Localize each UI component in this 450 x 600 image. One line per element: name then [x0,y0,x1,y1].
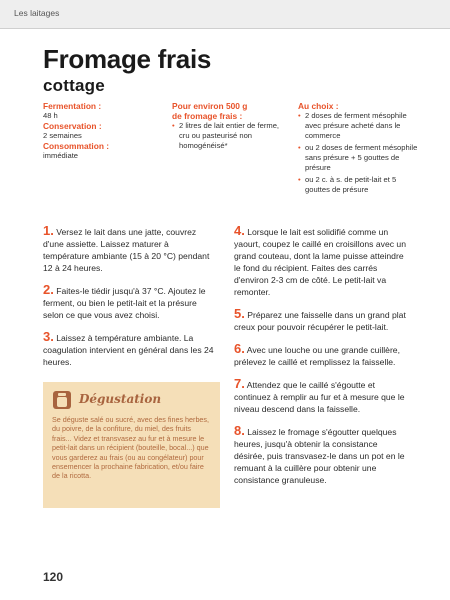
step-text: Attendez que le caillé s'égoutte et continuez à remplir au fur et à mesure que le niveau descend dans la faisselle. [234,379,405,414]
page-subtitle: cottage [43,76,105,95]
step-2 [43,281,217,321]
choice-item: • ou 2 c. à s. de petit-lait et 5 gouttes de présure [298,175,418,195]
step-7 [234,375,408,415]
step-number: 1. [43,222,54,238]
consommation-value: immédiate [43,151,79,160]
step-number: 5. [234,305,245,321]
choice-item: • ou 2 doses de ferment mésophile sans présure + 5 gouttes de présure [298,143,418,173]
step-text: Préparez une faisselle dans un grand plat creux pour pouvoir récupérer le petit-lait. [234,309,406,332]
step-3 [43,328,217,368]
step-number: 7. [234,375,245,391]
tasting-text: Se déguste salé ou sucré, avec des fines herbes, du poivre, de la confiture, du miel, des fruits frais... Videz et transvasez au fur et à mesure le petit-lait dans un récipient (bouteille, bocal...) que vous garderez au frais (ou au congélateur) pour ensemencer la prochaine fabrication, et/ou faire de la ricotta. [52,415,210,481]
info-choice [298,101,418,197]
step-4 [234,222,408,298]
fermentation-label: Fermentation : [43,101,102,111]
step-number: 6. [234,340,245,356]
choice-label: Au choix : [298,101,339,111]
info-timing [43,101,153,161]
conservation-value: 2 semaines [43,131,82,140]
tasting-box [43,382,220,508]
header-band [0,0,450,29]
page-title: Fromage frais [43,44,212,74]
fermentation-value: 48 h [43,111,58,120]
step-text: Lorsque le lait est solidifié comme un yaourt, coupez le caillé en croisillons avec un grand couteau, dont la lame puisse atteindre le fond du récipient. Faites des carrés d'environ 2-3 cm de côté. Le petit-lait va remonter. [234,226,406,297]
step-number: 4. [234,222,245,238]
step-text: Faites-le tiédir jusqu'à 37 °C. Ajoutez le ferment, ou bien le petit-lait et la présure selon ce que vous avez choisi. [43,285,206,320]
step-text: Avec une louche ou une grande cuillère, prélevez le caillé et remplissez la faisselle. [234,344,400,367]
quantity-label-1: Pour environ 500 g [172,101,248,111]
step-number: 2. [43,281,54,297]
steps-right-column [234,216,408,496]
quantity-label-2: de fromage frais : [172,111,243,121]
step-8 [234,422,408,486]
step-text: Laissez le fromage s'égoutter quelques heures, jusqu'à obtenir la consistance désirée, puis transvasez-le dans un pot en le remuant à la cuillère pour obtenir une consistance granuleuse. [234,426,405,485]
step-6 [234,340,408,368]
quantity-list [172,121,282,151]
step-number: 8. [234,422,245,438]
step-text: Laissez à température ambiante. La coagulation intervient en général dans les 24 heures. [43,332,214,367]
step-5 [234,305,408,333]
running-head: Les laitages [14,8,60,18]
quantity-item: • 2 litres de lait entier de ferme, cru ou pasteurisé non homogénéisé* [172,121,282,151]
step-1 [43,222,217,274]
info-quantity [172,101,282,153]
steps-left-column [43,216,217,378]
step-text: Versez le lait dans une jatte, couvrez d'une assiette. Laissez maturer à température ambiante (15 à 20 °C) pendant 12 à 24 heures. [43,226,210,273]
step-number: 3. [43,328,54,344]
conservation-label: Conservation : [43,121,102,131]
jar-icon [53,391,71,409]
choice-list [298,111,418,195]
tasting-title: Dégustation [79,392,162,406]
choice-item: • 2 doses de ferment mésophile avec présure acheté dans le commerce [298,111,418,141]
page-number: 120 [43,570,64,584]
consommation-label: Consommation : [43,141,110,151]
